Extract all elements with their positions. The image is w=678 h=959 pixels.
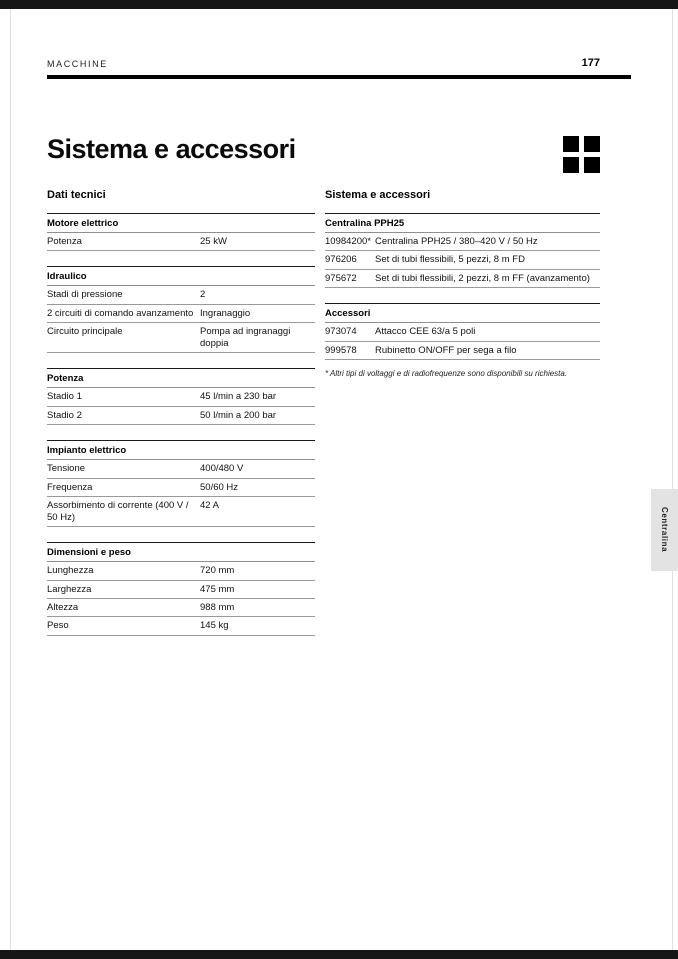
order-section-accessori <box>325 303 600 360</box>
row-value: 42 A <box>200 499 220 511</box>
table-row <box>47 460 315 478</box>
row-label: Stadio 1 <box>47 391 82 403</box>
section-title: Impianto elettrico <box>47 440 315 460</box>
table-row <box>47 407 315 425</box>
row-label: Altezza <box>47 601 79 613</box>
row-value: 25 kW <box>200 236 227 247</box>
row-value: 145 kg <box>200 620 229 632</box>
row-value: 45 l/min a 230 bar <box>200 391 277 403</box>
table-row <box>47 305 315 323</box>
row-label: Potenza <box>47 236 82 247</box>
table-row <box>47 323 315 353</box>
section-title: Dimensioni e peso <box>47 542 315 562</box>
page-edge-top <box>0 0 678 9</box>
order-description: Set di tubi flessibili, 2 pezzi, 8 m FF (avanzamento) <box>375 272 590 284</box>
table-row <box>325 270 600 288</box>
table-row <box>47 286 315 304</box>
square-icon <box>563 157 579 173</box>
section-title: Idraulico <box>47 266 315 286</box>
table-row <box>47 233 315 251</box>
section-title: Motore elettrico <box>47 213 315 233</box>
order-section-centralina-pph25 <box>325 213 600 288</box>
squares-icon <box>563 136 600 173</box>
column-sistema-accessori <box>325 189 600 636</box>
category-label: MACCHINE <box>47 59 108 69</box>
table-row <box>47 562 315 580</box>
order-description: Centralina PPH25 / 380–420 V / 50 Hz <box>375 236 538 247</box>
header-rule <box>47 75 631 79</box>
table-row <box>325 251 600 269</box>
order-description: Rubinetto ON/OFF per sega a filo <box>375 344 517 356</box>
table-row <box>47 581 315 599</box>
section-title: Accessori <box>325 303 600 323</box>
row-label: Circuito principale <box>47 326 123 338</box>
order-code: 976206 <box>325 254 357 266</box>
document-page <box>47 0 631 636</box>
spec-section-impianto-elettrico <box>47 440 315 527</box>
side-tab-label: Centralina <box>660 507 669 553</box>
row-label: Tensione <box>47 463 86 475</box>
order-code: 10984200* <box>325 236 371 247</box>
page-header <box>47 0 600 69</box>
table-row <box>47 617 315 635</box>
row-value: Ingranaggio <box>200 307 251 319</box>
page-title: Sistema e accessori <box>47 134 296 164</box>
table-row <box>325 323 600 341</box>
row-label: Stadi di pressione <box>47 289 123 301</box>
page-edge-bottom <box>0 950 678 959</box>
square-icon <box>563 136 579 152</box>
row-label: Stadio 2 <box>47 409 82 421</box>
page-edge-right <box>672 9 673 950</box>
row-label: Peso <box>47 620 69 632</box>
row-value: 50/60 Hz <box>200 481 239 493</box>
row-value: 475 mm <box>200 583 235 595</box>
row-value: 50 l/min a 200 bar <box>200 409 277 421</box>
spec-section-potenza <box>47 368 315 425</box>
row-value: 400/480 V <box>200 463 244 475</box>
order-code: 999578 <box>325 344 357 356</box>
page-edge-left <box>10 9 11 950</box>
column-dati-tecnici <box>47 189 315 636</box>
square-icon <box>584 157 600 173</box>
row-label: Lunghezza <box>47 565 94 577</box>
row-label: Frequenza <box>47 481 93 493</box>
table-row <box>47 388 315 406</box>
table-row <box>47 479 315 497</box>
table-row <box>47 599 315 617</box>
column-heading-sistema-accessori: Sistema e accessori <box>325 189 431 201</box>
content-columns <box>47 189 600 636</box>
row-label: Larghezza <box>47 583 92 595</box>
table-row <box>325 342 600 360</box>
table-row <box>47 497 315 527</box>
order-description: Set di tubi flessibili, 5 pezzi, 8 m FD <box>375 254 525 266</box>
order-code: 973074 <box>325 326 357 338</box>
spec-section-motore-elettrico <box>47 213 315 251</box>
row-label: Assorbimento di corrente (400 V / 50 Hz) <box>47 499 189 523</box>
row-value: 988 mm <box>200 601 235 613</box>
footnote: * Altri tipi di voltaggi e di radiofrequenze sono disponibili su richiesta. <box>325 368 568 378</box>
title-row <box>47 135 600 173</box>
row-value: 720 mm <box>200 565 235 577</box>
spec-section-idraulico <box>47 266 315 353</box>
table-row <box>325 233 600 251</box>
row-value: 2 <box>200 289 206 301</box>
order-code: 975672 <box>325 272 357 284</box>
column-heading-dati-tecnici: Dati tecnici <box>47 189 106 201</box>
page-number: 177 <box>581 57 600 69</box>
section-title: Centralina PPH25 <box>325 213 600 233</box>
section-title: Potenza <box>47 368 315 388</box>
side-tab-centralina <box>651 489 678 571</box>
row-label: 2 circuiti di comando avanzamento <box>47 307 194 319</box>
row-value: Pompa ad ingranaggi doppia <box>200 326 291 349</box>
square-icon <box>584 136 600 152</box>
spec-section-dimensioni-e-peso <box>47 542 315 636</box>
order-description: Attacco CEE 63/a 5 poli <box>375 326 476 338</box>
